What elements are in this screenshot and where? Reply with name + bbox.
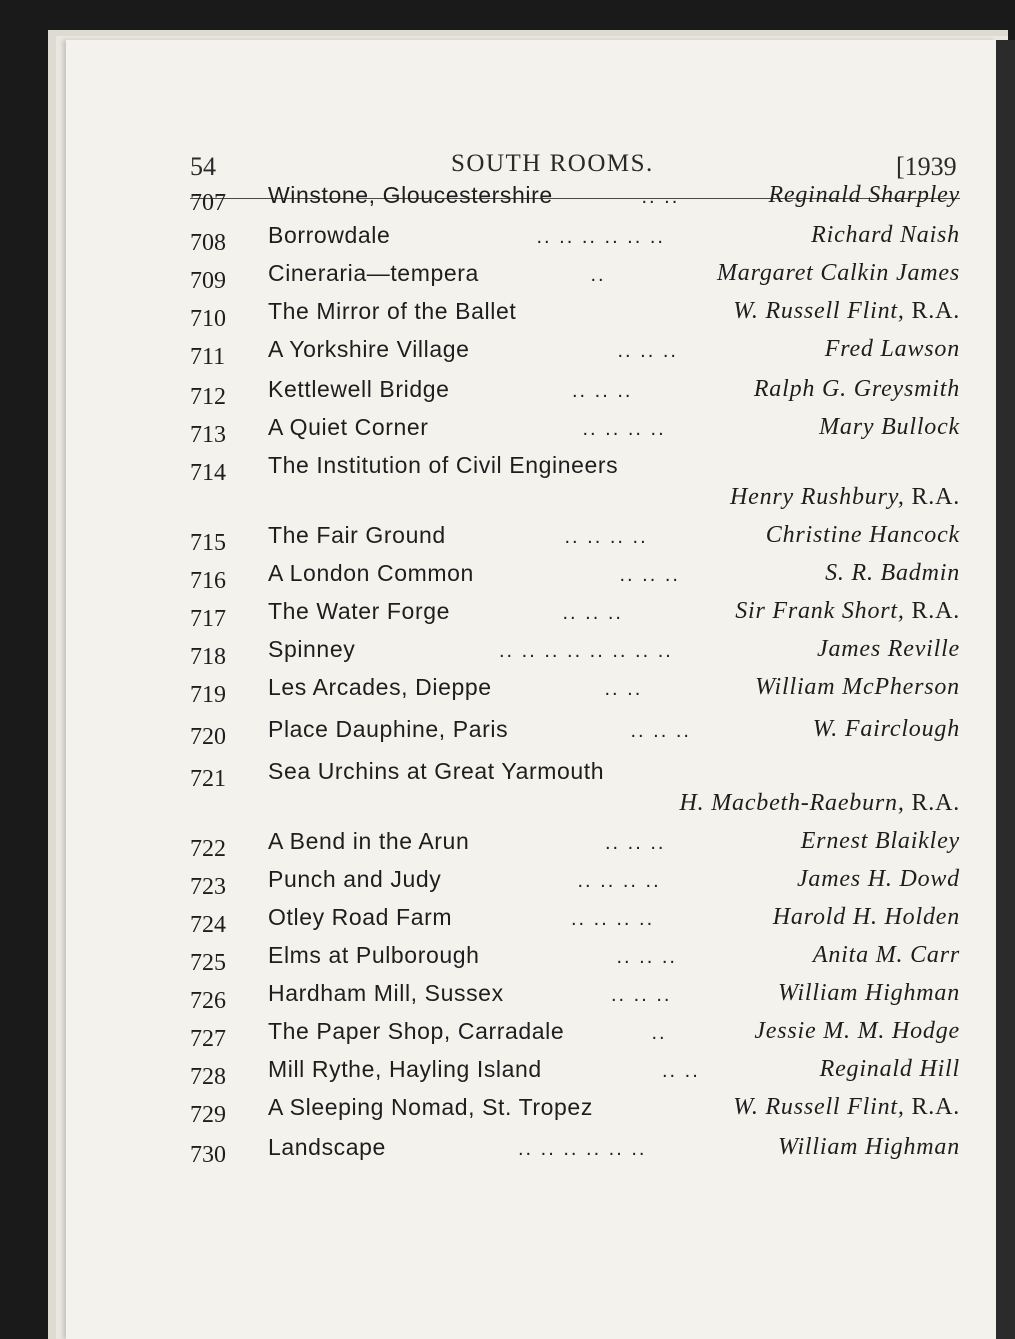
entry-artist: S. R. Badmin (825, 560, 960, 586)
entry-artist: W. Russell Flint, R.A. (733, 1094, 960, 1120)
catalogue-entry (66, 452, 996, 510)
dot-leader: .. .. .. (617, 340, 678, 362)
dot-leader: .. .. .. (605, 832, 666, 854)
catalogue-entry (66, 598, 996, 632)
entry-title: Hardham Mill, Sussex (268, 980, 504, 1006)
dot-leader: .. .. (641, 186, 680, 208)
catalogue-entry (66, 1094, 996, 1128)
dot-leader: .. .. .. .. (571, 908, 655, 930)
entry-number: 721 (190, 766, 226, 792)
catalogue-entry (66, 1018, 996, 1052)
entry-number: 712 (190, 384, 226, 410)
entry-title: Borrowdale (268, 222, 391, 248)
catalogue-entry (66, 522, 996, 556)
entry-artist: Anita M. Carr (812, 942, 960, 968)
entry-title: The Mirror of the Ballet (268, 298, 517, 324)
entry-number: 711 (190, 344, 226, 370)
entry-number: 714 (190, 460, 226, 486)
entry-number: 709 (190, 268, 226, 294)
entry-title: Landscape (268, 1134, 386, 1160)
dot-leader: .. .. .. .. (577, 870, 661, 892)
entry-artist: W. Fairclough (812, 716, 960, 742)
entry-title: A Sleeping Nomad, St. Tropez (268, 1094, 593, 1120)
dot-leader: .. .. .. (572, 380, 633, 402)
entry-number: 713 (190, 422, 226, 448)
entry-title: Spinney (268, 636, 356, 662)
entry-number: 710 (190, 306, 226, 332)
catalogue-entry (66, 336, 996, 370)
entry-title: The Water Forge (268, 598, 450, 624)
entry-artist: James Reville (817, 636, 960, 662)
dot-leader: .. .. .. .. .. .. (518, 1138, 647, 1160)
entry-artist-suffix: R.A. (904, 598, 960, 624)
catalogue-entry (66, 674, 996, 708)
entry-title: Les Arcades, Dieppe (268, 674, 492, 700)
entry-title: The Paper Shop, Carradale (268, 1018, 565, 1044)
entry-title: The Fair Ground (268, 522, 446, 548)
catalogue-entry (66, 414, 996, 448)
entry-number: 716 (190, 568, 226, 594)
dot-leader: .. (651, 1022, 667, 1044)
catalogue-page (66, 40, 996, 1339)
dot-leader: .. .. .. (630, 720, 691, 742)
entry-title: Place Dauphine, Paris (268, 716, 509, 742)
catalogue-entry (66, 298, 996, 332)
entry-number: 730 (190, 1142, 226, 1168)
entry-number: 708 (190, 230, 226, 256)
dot-leader: .. .. .. .. .. .. (536, 226, 665, 248)
dot-leader: .. .. .. .. .. .. .. .. (499, 640, 673, 662)
dot-leader: .. .. .. (616, 946, 677, 968)
entry-artist-suffix: R.A. (904, 790, 960, 816)
catalogue-entry (66, 636, 996, 670)
page-header (66, 40, 996, 200)
catalogue-entry (66, 828, 996, 862)
entry-artist-suffix: R.A. (904, 298, 960, 324)
running-title: SOUTH ROOMS. (451, 150, 654, 177)
dot-leader: .. .. .. (611, 984, 672, 1006)
entry-artist: Ernest Blaikley (800, 828, 960, 854)
dot-leader: .. .. .. .. (564, 526, 648, 548)
dot-leader: .. (590, 264, 606, 286)
catalogue-entry (66, 1056, 996, 1090)
book-binding (996, 40, 1015, 1339)
entry-title: The Institution of Civil Engineers (268, 452, 619, 478)
entry-artist: Richard Naish (811, 222, 960, 248)
entry-number: 720 (190, 724, 226, 750)
entry-title: Sea Urchins at Great Yarmouth (268, 758, 605, 784)
entry-artist: Sir Frank Short, R.A. (735, 598, 960, 624)
entry-number: 707 (190, 190, 226, 216)
entry-artist: Margaret Calkin James (717, 260, 960, 286)
entry-number: 724 (190, 912, 226, 938)
entry-number: 723 (190, 874, 226, 900)
entry-title: A Yorkshire Village (268, 336, 470, 362)
catalogue-entry (66, 182, 996, 216)
entry-artist: Christine Hancock (765, 522, 960, 548)
entry-title: Otley Road Farm (268, 904, 453, 930)
entry-artist: James H. Dowd (796, 866, 960, 892)
catalogue-entry (66, 1134, 996, 1168)
dot-leader: .. .. .. (562, 602, 623, 624)
entry-artist: Jessie M. M. Hodge (754, 1018, 960, 1044)
entry-number: 729 (190, 1102, 226, 1128)
catalogue-entry (66, 560, 996, 594)
catalogue-entry (66, 260, 996, 294)
page-number: 54 (190, 152, 216, 181)
entry-artist: William Highman (777, 1134, 960, 1160)
year-marker: [1939 (896, 152, 957, 181)
entry-artist: Ralph G. Greysmith (753, 376, 960, 402)
entry-title: Cineraria—tempera (268, 260, 479, 286)
catalogue-entry (66, 904, 996, 938)
catalogue-entry (66, 942, 996, 976)
catalogue-entry (66, 758, 996, 816)
entry-title: A Quiet Corner (268, 414, 429, 440)
dot-leader: .. .. .. .. (582, 418, 666, 440)
catalogue-entry (66, 980, 996, 1014)
entry-title: Punch and Judy (268, 866, 442, 892)
entry-number: 717 (190, 606, 226, 632)
entry-title: Winstone, Gloucestershire (268, 182, 553, 208)
entry-title: A Bend in the Arun (268, 828, 470, 854)
entry-artist: Mary Bullock (819, 414, 960, 440)
entry-artist: William Highman (777, 980, 960, 1006)
catalogue-entry (66, 222, 996, 256)
entry-artist-suffix: R.A. (904, 1094, 960, 1120)
entry-artist: Fred Lawson (824, 336, 960, 362)
entry-number: 718 (190, 644, 226, 670)
entry-number: 722 (190, 836, 226, 862)
entry-artist: Henry Rushbury, R.A. (730, 484, 960, 510)
entry-number: 725 (190, 950, 226, 976)
dot-leader: .. .. .. (619, 564, 680, 586)
entry-number: 726 (190, 988, 226, 1014)
entry-number: 715 (190, 530, 226, 556)
catalogue-entry (66, 716, 996, 750)
entry-artist: Harold H. Holden (772, 904, 960, 930)
entry-title: A London Common (268, 560, 474, 586)
dot-leader: .. .. (662, 1060, 700, 1082)
entry-artist: H. Macbeth-Raeburn, R.A. (679, 790, 960, 816)
catalogue-entry (66, 866, 996, 900)
entry-title: Kettlewell Bridge (268, 376, 450, 402)
entry-title: Elms at Pulborough (268, 942, 480, 968)
entry-number: 727 (190, 1026, 226, 1052)
catalogue-entry (66, 376, 996, 410)
entry-number: 728 (190, 1064, 226, 1090)
entry-artist: W. Russell Flint, R.A. (733, 298, 960, 324)
entry-title: Mill Rythe, Hayling Island (268, 1056, 542, 1082)
entry-number: 719 (190, 682, 226, 708)
dot-leader: .. .. (604, 678, 643, 700)
entry-artist: William McPherson (755, 674, 960, 700)
entry-artist: Reginald Sharpley (768, 182, 960, 208)
entry-artist-suffix: R.A. (904, 484, 960, 510)
entry-artist: Reginald Hill (819, 1056, 960, 1082)
